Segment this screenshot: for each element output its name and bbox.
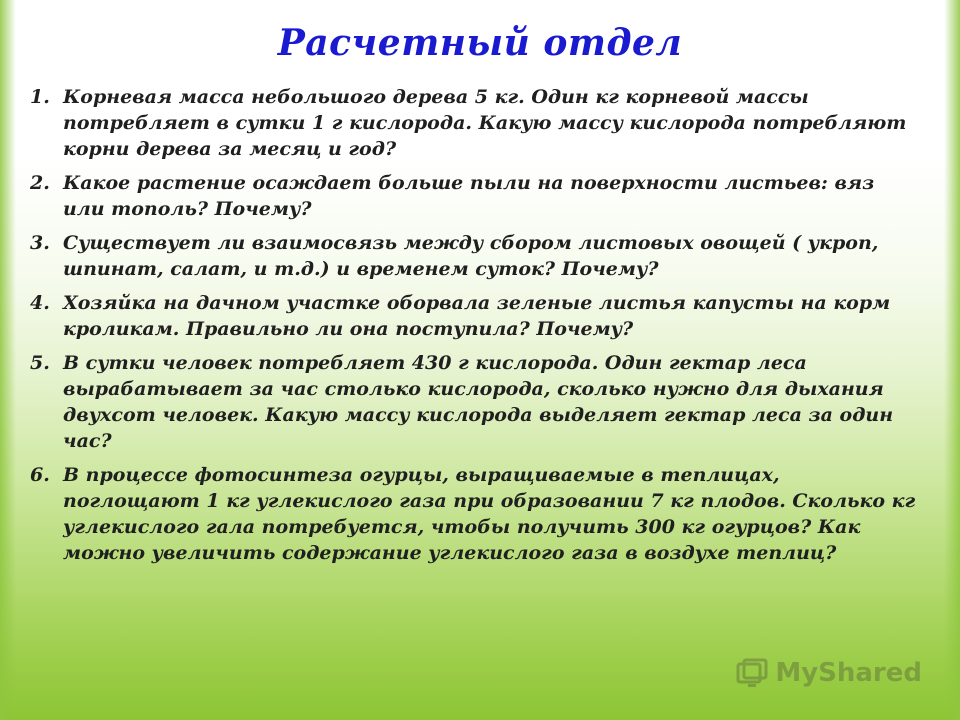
task-number: 2.	[30, 172, 50, 194]
task-text: Корневая масса небольшого дерева 5 кг. Один кг корневой массы потребляет в сутки 1 г кислорода. Какую массу кислорода потребляют корни дерева за месяц и год?	[63, 86, 907, 160]
task-text: Существует ли взаимосвязь между сбором листовых овощей ( укроп, шпинат, салат, и т.д.) и временем суток? Почему?	[63, 232, 879, 280]
task-number: 4.	[30, 292, 50, 314]
watermark-text: MyShared	[775, 658, 922, 688]
task-item-2	[30, 170, 920, 222]
slide-left-edge-shade	[0, 0, 16, 720]
myshared-watermark[interactable]	[735, 658, 922, 688]
task-number: 1.	[30, 86, 50, 108]
task-list	[30, 84, 920, 574]
task-text: Хозяйка на дачном участке оборвала зеленые листья капусты на корм кроликам. Правильно ли она поступила? Почему?	[63, 292, 891, 340]
task-item-5	[30, 350, 920, 454]
task-number: 5.	[30, 352, 50, 374]
task-item-3	[30, 230, 920, 282]
task-item-4	[30, 290, 920, 342]
task-text: В сутки человек потребляет 430 г кислорода. Один гектар леса вырабатывает за час столько кислорода, сколько нужно для дыхания двухсот человек. Какую массу кислорода выделяет гектар леса за один час?	[63, 352, 894, 452]
task-number: 6.	[30, 464, 50, 486]
task-text: В процессе фотосинтеза огурцы, выращиваемые в теплицах, поглощают 1 кг углекислого газа при образовании 7 кг плодов. Сколько кг углекислого гала потребуется, чтобы получить 300 кг огурцов? Как можно увеличить содержание углекислого газа в воздухе теплиц?	[63, 464, 916, 564]
task-number: 3.	[30, 232, 50, 254]
task-item-1	[30, 84, 920, 162]
task-item-6	[30, 462, 920, 566]
slide-right-edge-shade	[944, 0, 960, 720]
slide-title: Расчетный отдел	[277, 22, 683, 64]
task-text: Какое растение осаждает больше пыли на поверхности листьев: вяз или тополь? Почему?	[63, 172, 875, 220]
myshared-logo-icon	[735, 658, 769, 688]
